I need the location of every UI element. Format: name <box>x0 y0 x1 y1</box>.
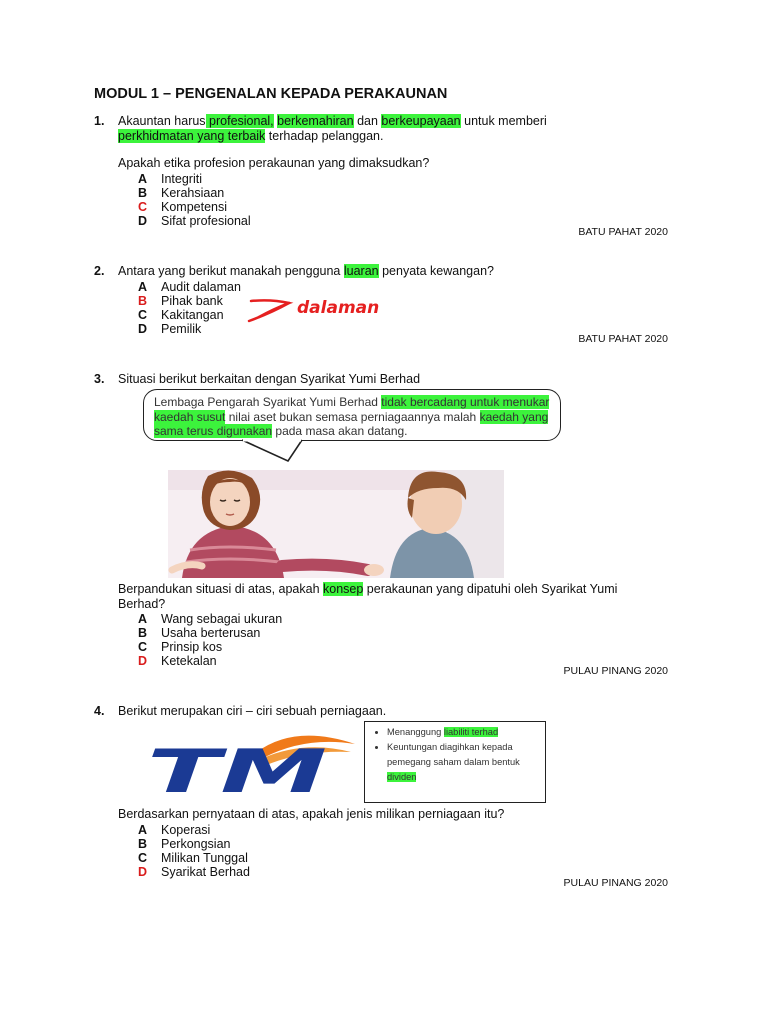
list-item: • Keuntungan diagihkan kepada pemegang saham dalam bentuk dividen <box>387 740 539 785</box>
option-c[interactable]: C Kompetensi <box>138 199 228 214</box>
handwritten-annotation <box>245 287 395 333</box>
option-c[interactable]: C Kakitangan <box>138 307 224 322</box>
option-c[interactable]: C Milikan Tunggal <box>138 850 248 865</box>
question-text: Berdasarkan pernyataan di atas, apakah jenis milikan perniagaan itu? <box>118 807 505 821</box>
illustration-image <box>168 470 504 578</box>
question-stem: Situasi berikut berkaitan dengan Syarikat Yumi Berhad <box>118 372 421 386</box>
option-a[interactable]: A Integriti <box>138 171 202 186</box>
question-number: 1. <box>94 114 105 128</box>
option-d[interactable]: D Ketekalan <box>138 654 217 668</box>
option-d[interactable]: D Syarikat Berhad <box>138 864 250 879</box>
source-label: PULAU PINANG 2020 <box>563 665 668 677</box>
option-a[interactable]: A Wang sebagai ukuran <box>138 612 283 626</box>
question-4-text <box>118 807 638 879</box>
question-3 <box>94 372 638 387</box>
source-label: PULAU PINANG 2020 <box>563 877 668 889</box>
question-1 <box>94 114 638 228</box>
logo-text: TM <box>147 737 327 798</box>
characteristics-box <box>364 721 546 803</box>
question-stem: Antara yang berikut manakah pengguna luaran penyata kewangan? <box>118 264 494 278</box>
question-text: Berpandukan situasi di atas, apakah konsep perakaunan yang dipatuhi oleh Syarikat Yumi Berhad? <box>118 582 618 611</box>
question-number: 3. <box>94 372 105 386</box>
option-b[interactable]: B Kerahsiaan <box>138 185 225 200</box>
option-d[interactable]: D Sifat profesional <box>138 213 251 228</box>
list-item: • Menanggung liabiliti terhad <box>387 725 539 740</box>
question-stem: Akauntan harus profesional, berkemahiran dan berkeupayaan untuk memberi perkhidmatan yang terbaik terhadap pelanggan. <box>118 114 547 143</box>
question-3-text <box>118 582 638 668</box>
page-title: MODUL 1 – PENGENALAN KEPADA PERAKAUNAN <box>94 86 448 102</box>
source-label: BATU PAHAT 2020 <box>578 226 668 238</box>
option-c[interactable]: C Prinsip kos <box>138 640 223 654</box>
question-stem: Berikut merupakan ciri – ciri sebuah perniagaan. <box>118 704 387 718</box>
option-a[interactable]: A Audit dalaman <box>138 279 241 294</box>
options-list <box>118 612 638 668</box>
option-a[interactable]: A Koperasi <box>138 822 211 837</box>
question-number: 2. <box>94 264 105 278</box>
speech-bubble: Lembaga Pengarah Syarikat Yumi Berhad tidak bercadang untuk menukar kaedah susut nilai aset bukan semasa perniagaannya malah kaedah yang sama terus digunakan pada masa akan datang. <box>143 389 561 441</box>
source-label: BATU PAHAT 2020 <box>578 333 668 345</box>
options-list <box>118 172 638 228</box>
tm-logo <box>145 728 357 798</box>
options-list <box>118 823 638 879</box>
speech-bubble-tail <box>240 439 310 463</box>
option-b[interactable]: B Pihak bank <box>138 293 223 308</box>
option-b[interactable]: B Usaha berterusan <box>138 626 261 640</box>
question-number: 4. <box>94 704 105 718</box>
annotation-text: dalaman <box>297 298 380 318</box>
option-d[interactable]: D Pemilik <box>138 321 202 336</box>
question-text: Apakah etika profesion perakaunan yang dimaksudkan? <box>118 156 430 170</box>
question-4 <box>94 704 638 719</box>
option-b[interactable]: B Perkongsian <box>138 836 231 851</box>
